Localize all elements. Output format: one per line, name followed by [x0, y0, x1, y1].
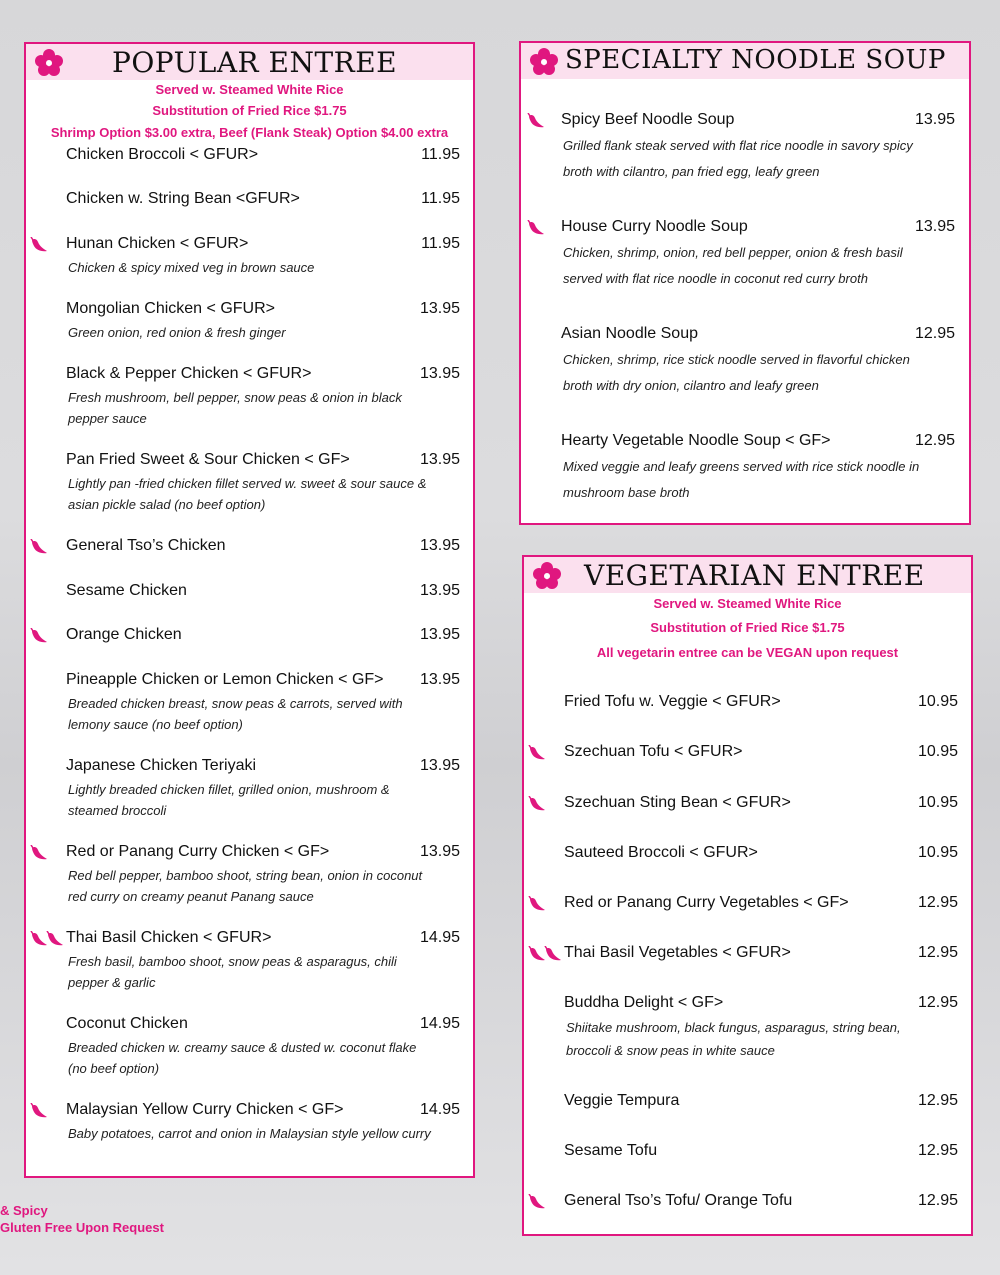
item-price: 13.95: [419, 537, 460, 554]
item-price: 13.95: [419, 671, 460, 688]
noodle-soup-header: [521, 43, 969, 79]
item-description: Baby potatoes, carrot and onion in Malaysian style yellow curry: [68, 1126, 431, 1141]
chili-pepper-icon: [528, 1194, 546, 1210]
item-description: Shiitake mushroom, black fungus, asparagus, string bean, broccoli & snow peas in white sauce: [566, 1020, 901, 1058]
item-name: Buddha Delight < GF>: [564, 994, 724, 1011]
chili-pepper-icon: [528, 745, 546, 761]
item-description: Mixed veggie and leafy greens served with rice stick noodle in mushroom base broth: [563, 459, 920, 500]
item-name: Thai Basil Chicken < GFUR>: [66, 929, 272, 946]
item-description: Breaded chicken w. creamy sauce & dusted w. coconut flake (no beef option): [68, 1040, 417, 1076]
chili-pepper-icon: [30, 845, 48, 861]
vegetarian-entree-panel: [522, 555, 973, 1236]
item-price: 12.95: [917, 894, 958, 911]
item-price: 14.95: [419, 1101, 460, 1118]
item-name: Sesame Tofu: [564, 1142, 658, 1159]
menu-item: [66, 671, 460, 731]
chili-pepper-icon: [544, 946, 562, 962]
serving-note: Substitution of Fried Rice $1.75: [650, 620, 845, 635]
vegetarian-entree-title: VEGETARIAN ENTREE: [584, 559, 925, 592]
menu-item: [66, 451, 460, 511]
vegetarian-entree-header: [524, 557, 971, 593]
item-name: Mongolian Chicken < GFUR>: [66, 300, 275, 317]
menu-item: [561, 218, 955, 286]
menu-item: [66, 300, 460, 360]
item-name: Orange Chicken: [66, 626, 182, 643]
menu-item: [66, 843, 460, 903]
item-name: Red or Panang Curry Vegetables < GF>: [564, 894, 849, 911]
item-name: Sauteed Broccoli < GFUR>: [564, 844, 758, 861]
menu-item: [66, 1015, 460, 1075]
item-description: Chicken & spicy mixed veg in brown sauce: [68, 260, 315, 275]
item-description: Lightly breaded chicken fillet, grilled onion, mushroom & steamed broccoli: [68, 782, 390, 818]
item-description: Chicken, shrimp, onion, red bell pepper, onion & fresh basil served with flat rice noodle in coconut red curry broth: [563, 245, 903, 286]
chili-pepper-icon: [30, 237, 48, 253]
serving-note: Served w. Steamed White Rice: [155, 82, 344, 97]
item-price: 12.95: [917, 1092, 958, 1109]
item-price: 12.95: [917, 944, 958, 961]
item-description: Chicken, shrimp, rice stick noodle served in flavorful chicken broth with dry onion, cilantro and leafy green: [563, 352, 910, 393]
menu-item: [561, 432, 955, 500]
item-name: Thai Basil Vegetables < GFUR>: [564, 944, 791, 961]
menu-item: [66, 929, 460, 989]
item-price: 13.95: [419, 626, 460, 643]
item-price: 10.95: [917, 693, 958, 710]
item-description: Grilled flank steak served with flat rice noodle in savory spicy broth with cilantro, pan fried egg, leafy green: [563, 138, 913, 179]
menu-item: [66, 235, 460, 295]
menu-item: [564, 994, 958, 1058]
serving-note: Served w. Steamed White Rice: [653, 596, 842, 611]
item-name: Japanese Chicken Teriyaki: [66, 757, 257, 774]
item-price: 11.95: [421, 146, 460, 163]
item-description: Breaded chicken breast, snow peas & carrots, served with lemony sauce (no beef option): [68, 696, 403, 732]
chili-pepper-icon: [528, 896, 546, 912]
item-name: Hunan Chicken < GFUR>: [66, 235, 249, 252]
legend-gluten-free: Gluten Free Upon Request: [0, 1220, 164, 1235]
item-name: Veggie Tempura: [564, 1092, 680, 1109]
item-price: 13.95: [419, 451, 460, 468]
item-price: 12.95: [914, 325, 955, 342]
item-price: 11.95: [421, 235, 460, 252]
item-price: 13.95: [914, 218, 955, 235]
serving-note: Shrimp Option $3.00 extra, Beef (Flank Steak) Option $4.00 extra: [50, 125, 449, 140]
item-name: Fried Tofu w. Veggie < GFUR>: [564, 693, 781, 710]
chili-pepper-icon: [527, 113, 545, 129]
chili-pepper-icon: [527, 220, 545, 236]
chili-pepper-icon: [30, 539, 48, 555]
item-price: 12.95: [914, 432, 955, 449]
chili-pepper-icon: [528, 796, 546, 812]
chili-pepper-icon: [30, 628, 48, 644]
serving-note: Substitution of Fried Rice $1.75: [152, 103, 347, 118]
item-description: Fresh basil, bamboo shoot, snow peas & asparagus, chili pepper & garlic: [68, 954, 397, 990]
item-description: Green onion, red onion & fresh ginger: [68, 325, 286, 340]
popular-entree-header: [26, 44, 473, 80]
legend-spicy: & Spicy: [0, 1203, 48, 1218]
item-price: 10.95: [917, 794, 958, 811]
item-price: 13.95: [419, 757, 460, 774]
serving-note: All vegetarin entree can be VEGAN upon request: [596, 645, 899, 660]
item-name: Coconut Chicken: [66, 1015, 188, 1032]
item-name: General Tso’s Tofu/ Orange Tofu: [564, 1192, 793, 1209]
item-name: General Tso’s Chicken: [66, 537, 226, 554]
menu-item: [66, 757, 460, 817]
item-price: 13.95: [419, 365, 460, 382]
item-description: Lightly pan -fried chicken fillet served w. sweet & sour sauce & asian pickle salad (no beef option): [68, 476, 427, 512]
item-price: 13.95: [419, 300, 460, 317]
item-name: Chicken w. String Bean <GFUR>: [66, 190, 300, 207]
popular-entree-panel: [24, 42, 475, 1178]
item-name: House Curry Noodle Soup: [561, 218, 748, 235]
item-price: 13.95: [914, 111, 955, 128]
menu-item: [561, 111, 955, 179]
item-price: 14.95: [419, 1015, 460, 1032]
item-name: Chicken Broccoli < GFUR>: [66, 146, 259, 163]
chili-pepper-icon: [30, 1103, 48, 1119]
noodle-soup-title: SPECIALTY NOODLE SOUP: [565, 45, 946, 75]
item-price: 13.95: [419, 843, 460, 860]
menu-item: [564, 1192, 958, 1252]
item-name: Szechuan Tofu < GFUR>: [564, 743, 743, 760]
item-price: 14.95: [419, 929, 460, 946]
item-name: Sesame Chicken: [66, 582, 187, 599]
item-name: Pan Fried Sweet & Sour Chicken < GF>: [66, 451, 350, 468]
item-name: Szechuan Sting Bean < GFUR>: [564, 794, 791, 811]
item-name: Red or Panang Curry Chicken < GF>: [66, 843, 330, 860]
item-name: Malaysian Yellow Curry Chicken < GF>: [66, 1101, 344, 1118]
item-name: Pineapple Chicken or Lemon Chicken < GF>: [66, 671, 384, 688]
flower-icon: [529, 47, 559, 77]
menu-item: [561, 325, 955, 393]
item-description: Fresh mushroom, bell pepper, snow peas & onion in black pepper sauce: [68, 390, 402, 426]
item-price: 10.95: [917, 844, 958, 861]
item-description: Red bell pepper, bamboo shoot, string bean, onion in coconut red curry on creamy peanut Panang sauce: [68, 868, 423, 904]
item-price: 12.95: [917, 1142, 958, 1159]
menu-item: [66, 365, 460, 425]
item-name: Spicy Beef Noodle Soup: [561, 111, 735, 128]
item-name: Asian Noodle Soup: [561, 325, 698, 342]
item-name: Black & Pepper Chicken < GFUR>: [66, 365, 312, 382]
chili-pepper-icon: [46, 931, 64, 947]
item-price: 13.95: [419, 582, 460, 599]
popular-entree-title: POPULAR ENTREE: [112, 46, 398, 79]
item-price: 11.95: [421, 190, 460, 207]
flower-icon: [34, 48, 64, 78]
noodle-soup-panel: [519, 41, 971, 525]
item-price: 10.95: [917, 743, 958, 760]
item-name: Hearty Vegetable Noodle Soup < GF>: [561, 432, 831, 449]
menu-item: [66, 1101, 460, 1161]
flower-icon: [532, 561, 562, 591]
item-price: 12.95: [917, 1192, 958, 1209]
item-price: 12.95: [917, 994, 958, 1011]
